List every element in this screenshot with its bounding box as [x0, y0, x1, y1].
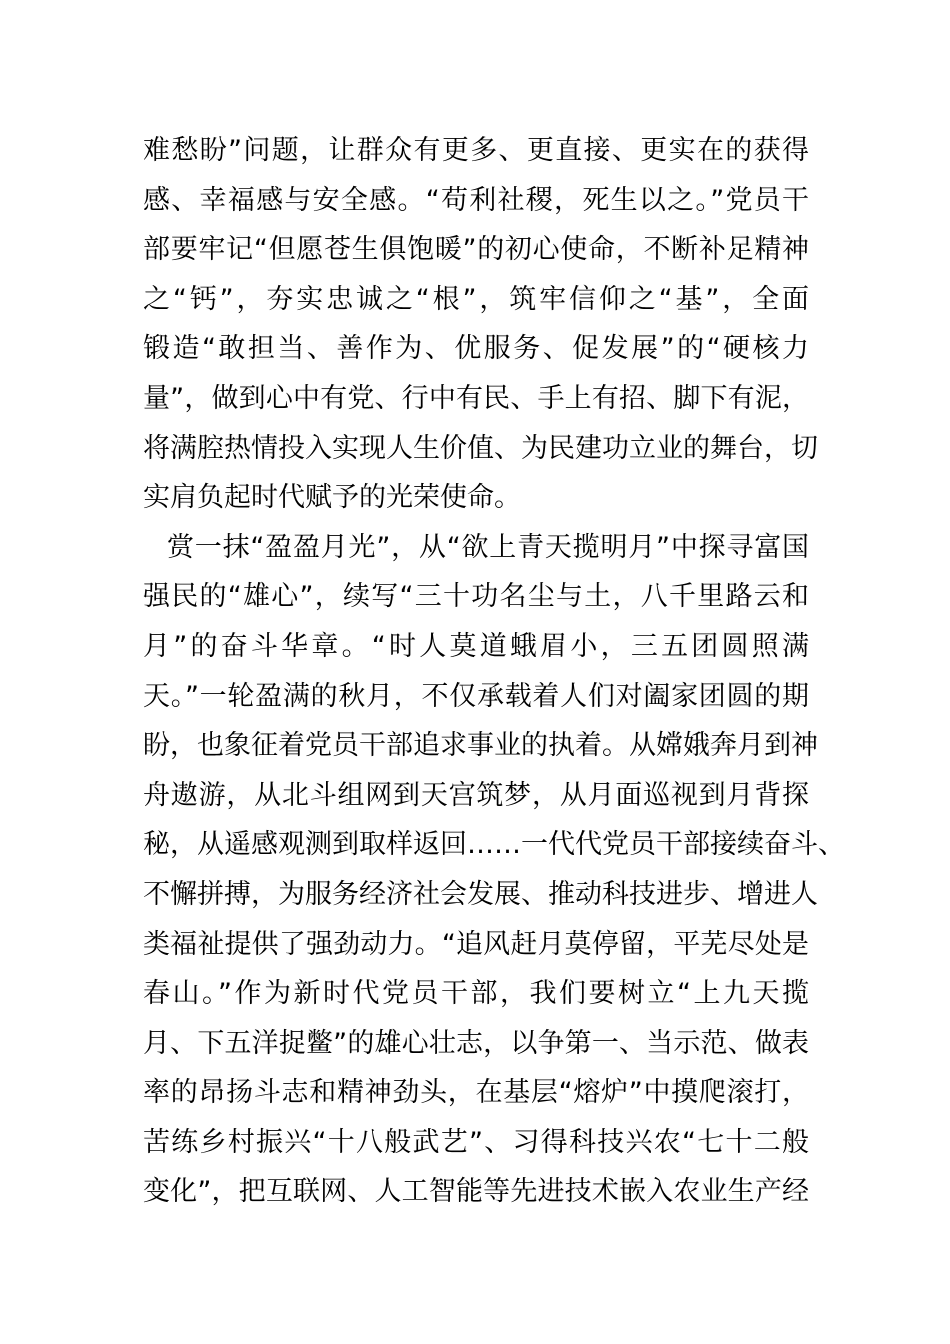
text-line: 部要牢记“但愿苍生俱饱暖”的初心使命，不断补足精神 — [143, 234, 809, 266]
text-line: 感、幸福感与安全感。“苟利社稷，死生以之。”党员干 — [143, 184, 809, 216]
text-line: 秘，从遥感观测到取样返回……一代代党员干部接续奋斗、 — [143, 829, 845, 861]
body-text — [143, 126, 845, 1217]
text-line: 月、下五洋捉鳖”的雄心壮志，以争第一、当示范、做表 — [143, 1027, 809, 1059]
text-line: 月”的奋斗华章。“时人莫道蛾眉小，三五团圆照满 — [143, 630, 809, 662]
text-line: 苦练乡村振兴“十八般武艺”、习得科技兴农“七十二般 — [143, 1126, 809, 1158]
text-line: 难愁盼”问题，让群众有更多、更直接、更实在的获得 — [143, 135, 809, 166]
text-line: 盼，也象征着党员干部追求事业的执着。从嫦娥奔月到神 — [143, 730, 818, 762]
text-line: 天。”一轮盈满的秋月，不仅承载着人们对阖家团圆的期 — [143, 680, 809, 712]
text-line: 舟遨游，从北斗组网到天宫筑梦，从月面巡视到月背探 — [143, 779, 809, 811]
text-line: 类福祉提供了强劲动力。“追风赶月莫停留，平芜尽处是 — [143, 928, 809, 960]
text-line: 将满腔热情投入实现人生价值、为民建功立业的舞台，切 — [143, 432, 818, 464]
text-line: 强民的“雄心”，续写“三十功名尘与土，八千里路云和 — [143, 581, 809, 613]
text-line: 量”，做到心中有党、行中有民、手上有招、脚下有泥， — [143, 382, 809, 414]
text-line: 不懈拼搏，为服务经济社会发展、推动科技进步、增进人 — [143, 878, 818, 910]
paragraph-start-line: 赏一抹“盈盈月光”，从“欲上青天揽明月”中探寻富国 — [167, 531, 809, 563]
text-line: 变化”，把互联网、人工智能等先进技术嵌入农业生产经 — [143, 1176, 809, 1208]
text-line: 实肩负起时代赋予的光荣使命。 — [143, 482, 521, 514]
text-line: 率的昂扬斗志和精神劲头，在基层“熔炉”中摸爬滚打， — [143, 1077, 809, 1109]
text-line: 春山。”作为新时代党员干部，我们要树立“上九天揽 — [143, 978, 809, 1010]
text-line: 锻造“敢担当、善作为、优服务、促发展”的“硬核力 — [143, 333, 809, 365]
text-line: 之“钙”，夯实忠诚之“根”，筑牢信仰之“基”，全面 — [143, 283, 809, 315]
